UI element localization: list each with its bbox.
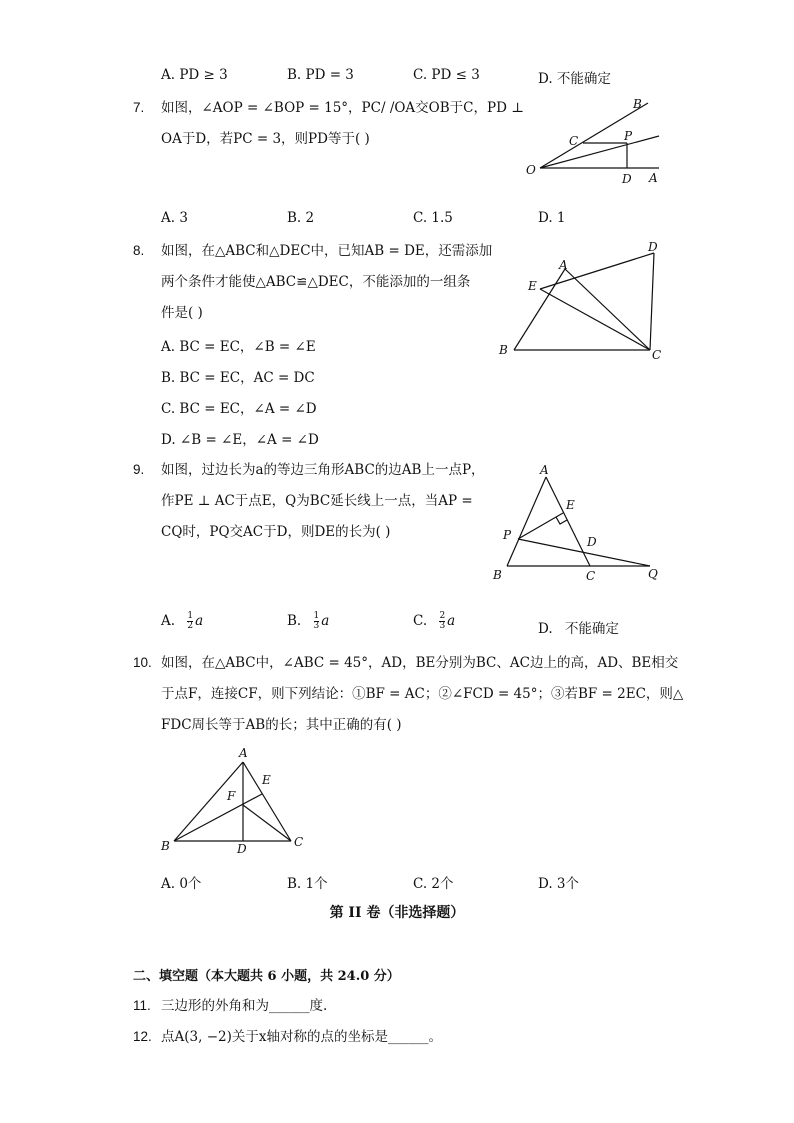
q8-option-a: A. BC = EC，∠B = ∠E [161,339,316,355]
q9-label-b: B [493,568,502,582]
q10-option-b: B. 1个 [287,876,328,892]
q9-option-a-label: A. [161,613,176,629]
q7-option-a: A. 3 [161,210,188,226]
q8-label-b: B [499,343,508,357]
q9-option-a-numerator: 1 [187,611,194,621]
q8-side-dc [650,253,654,350]
q9-option-c-fraction [439,612,445,631]
q8-label-c: C [652,348,662,362]
q9-option-a-variable: a [195,613,204,629]
q9-option-d [538,617,619,637]
q10-line-3: FDC周长等于AB的长；其中正确的有( ) [161,717,402,733]
q9-option-a [161,612,203,631]
q10-figure [150,742,320,862]
q7-label-p: P [624,129,633,143]
q9-label-c: C [586,569,596,583]
q9-line-1: 如图，过边长为a的等边三角形ABC的边AB上一点P， [161,462,485,478]
q9-label-d: D [587,535,597,549]
q11-number: 11. [133,998,151,1013]
q9-option-c-denominator: 3 [439,621,446,631]
q7-figure [520,95,670,187]
q9-option-d-label: D. [538,621,553,637]
q9-side-ab [507,477,546,566]
q10-line-2: 于点F，连接CF，则下列结论：①BF = AC；②∠FCD = 45°；③若BF = 2EC，则△ [161,686,684,702]
q10-altitude-be [174,794,262,841]
q10-option-d: D. 3个 [538,876,580,892]
q9-option-a-fraction [187,612,193,631]
q10-label-f: F [227,789,236,803]
section-heading: 二、填空题（本大题共 6 小题，共 24.0 分） [133,969,400,984]
q9-number: 9. [133,462,145,477]
q9-option-c-numerator: 2 [439,611,446,621]
q9-option-b-numerator: 1 [313,611,320,621]
q11-text: 三边形的外角和为______度. [161,998,328,1014]
q9-option-d-text: 不能确定 [564,621,619,637]
q8-line-3: 件是( ) [161,305,203,321]
q7-label-a: A [649,171,658,185]
q12-number: 12. [133,1029,152,1044]
q10-option-a: A. 0个 [161,876,202,892]
q12-text: 点A(3, −2)关于x轴对称的点的坐标是______。 [161,1029,442,1045]
q10-label-a: A [239,746,248,760]
q10-line-1: 如图，在△ABC中，∠ABC = 45°，AD，BE分别为BC、AC边上的高，AD、BE相交 [161,655,679,671]
q9-label-a: A [540,463,549,477]
section-title: 第 II 卷（非选择题） [329,905,465,921]
q7-line-2: OA于D，若PC = 3，则PD等于( ) [161,131,370,147]
q7-label-b: B [633,97,642,111]
q9-segment-pq [518,539,650,566]
q9-right-angle-mark [556,517,567,524]
q9-option-c [413,612,455,631]
q9-figure [490,458,670,588]
q6-option-d: D. 不能确定 [538,71,611,87]
q7-label-o: O [526,163,536,177]
q8-label-e: E [528,279,537,293]
q6-option-b: B. PD = 3 [287,67,354,83]
q9-option-b-fraction [314,612,320,631]
q7-option-d: D. 1 [538,210,566,226]
q8-label-d: D [648,240,658,254]
q8-line-1: 如图，在△ABC和△DEC中，已知AB = DE，还需添加 [161,243,493,259]
q10-label-c: C [294,835,304,849]
q6-option-a: A. PD ≥ 3 [161,67,228,83]
q9-label-q: Q [648,567,658,581]
q9-option-b-denominator: 3 [313,621,320,631]
q9-option-c-label: C. [413,613,428,629]
q7-option-b: B. 2 [287,210,315,226]
q8-option-c: C. BC = EC，∠A = ∠D [161,401,317,417]
q7-label-c: C [569,134,579,148]
q10-label-b: B [161,839,170,853]
q8-number: 8. [133,243,145,258]
q9-option-a-denominator: 2 [187,621,194,631]
q9-option-b-variable: a [321,613,330,629]
q9-label-p: P [503,528,512,542]
q10-segment-cf [243,805,291,841]
q8-line-2: 两个条件才能使△ABC≌△DEC，不能添加的一组条 [161,274,471,290]
q9-option-b-label: B. [287,613,302,629]
q9-line-3: CQ时，PQ交AC于D，则DE的长为( ) [161,524,391,540]
q10-number: 10. [133,655,152,670]
q9-line-2: 作PE ⊥ AC于点E，Q为BC延长线上一点，当AP = [161,493,473,509]
q7-ray-op [540,136,659,168]
q8-option-b: B. BC = EC，AC = DC [161,370,315,386]
q7-option-c: C. 1.5 [413,210,453,226]
q10-label-e: E [262,773,271,787]
q10-label-d: D [237,842,247,856]
q8-option-d: D. ∠B = ∠E，∠A = ∠D [161,432,319,448]
q6-option-c: C. PD ≤ 3 [413,67,480,83]
q8-side-ed [540,253,654,289]
q8-figure [490,235,670,365]
q9-option-c-variable: a [447,613,456,629]
q8-label-a: A [559,258,568,272]
q7-number: 7. [133,100,145,115]
q7-label-d: D [622,172,632,186]
q9-option-b [287,612,329,631]
q7-line-1: 如图，∠AOP = ∠BOP = 15°，PC/ /OA交OB于C，PD ⊥ [161,100,524,116]
q10-option-c: C. 2个 [413,876,454,892]
q8-side-ba [514,269,565,350]
q9-label-e: E [566,498,575,512]
